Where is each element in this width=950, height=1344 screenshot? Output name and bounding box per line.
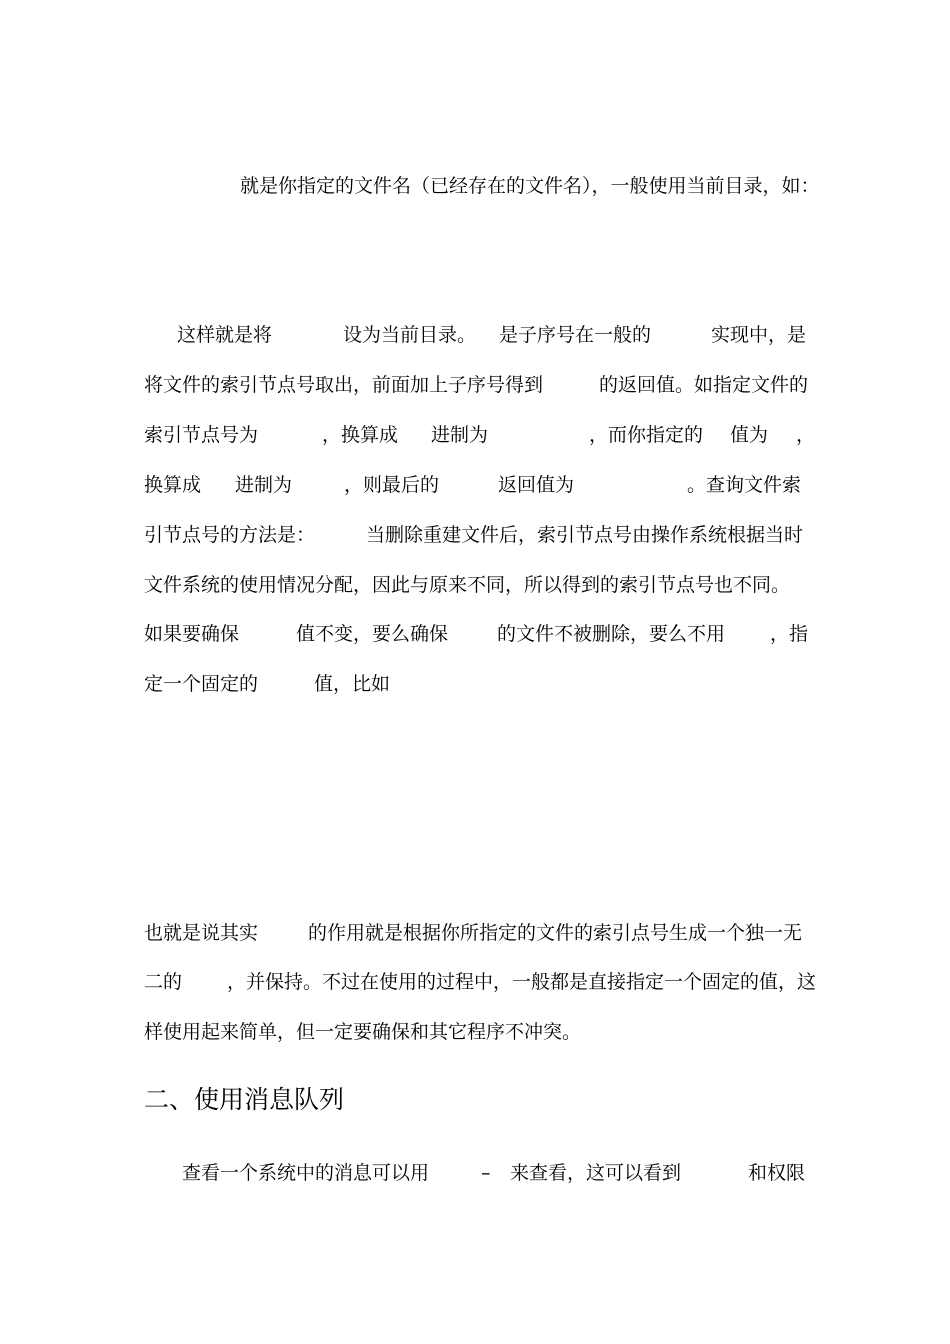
text-run: 如果要确保 xyxy=(144,623,240,645)
text-run: 进制为 xyxy=(431,424,489,446)
text-run: 进制为 xyxy=(235,474,293,496)
text-run: 返回值为 xyxy=(498,474,575,496)
text-run: 值，比如 xyxy=(314,673,391,695)
text-run: 当删除重建文件后，索引节点号由操作系统根据当时 xyxy=(366,524,804,546)
section-heading: 二、使用消息队列 xyxy=(144,1085,345,1114)
text-run: ，则最后的 xyxy=(344,474,440,496)
text-run: ，并保持。不过在使用的过程中，一般都是直接指定一个固定的值，这 xyxy=(227,971,817,993)
text-run: 定一个固定的 xyxy=(144,673,259,695)
text-run: 文件系统的使用情况分配，因此与原来不同，所以得到的索引节点号也不同。 xyxy=(144,574,791,596)
paragraph-1-line-1: 就是你指定的文件名（已经存在的文件名），一般使用当前目录，如： xyxy=(240,175,820,197)
text-run: 值为 xyxy=(730,424,769,446)
text-run: 换算成 xyxy=(144,474,202,496)
text-run: 和权限 xyxy=(748,1162,806,1184)
text-run: 是子序号在一般的 xyxy=(499,324,652,346)
text-run: 。查询文件索 xyxy=(687,474,802,496)
text-run: ，换算成 xyxy=(322,424,399,446)
text-run: – xyxy=(481,1162,491,1184)
text-run: 值不变，要么确保 xyxy=(296,623,449,645)
text-run: 引节点号的方法是： xyxy=(144,524,316,546)
text-run: 设为当前目录。 xyxy=(343,324,477,346)
text-run: 查看一个系统中的消息可以用 xyxy=(182,1162,430,1184)
text-run: ，而你指定的 xyxy=(589,424,704,446)
text-run: 实现中，是 xyxy=(711,324,807,346)
text-run: 样使用起来简单，但一定要确保和其它程序不冲突。 xyxy=(144,1021,582,1043)
text-run: ， xyxy=(796,424,816,446)
text-run: 这样就是将 xyxy=(177,324,273,346)
text-run: 也就是说其实 xyxy=(144,922,259,944)
text-run: 二的 xyxy=(144,971,183,993)
text-run: 来查看，这可以看到 xyxy=(510,1162,682,1184)
text-run: 索引节点号为 xyxy=(144,424,259,446)
text-run: 的文件不被删除，要么不用 xyxy=(497,623,726,645)
text-run: 的返回值。如指定文件的 xyxy=(599,374,809,396)
text-run: 的作用就是根据你所指定的文件的索引点号生成一个独一无 xyxy=(308,922,803,944)
text-run: ，指 xyxy=(770,623,809,645)
text-run: 将文件的索引节点号取出，前面加上子序号得到 xyxy=(144,374,544,396)
